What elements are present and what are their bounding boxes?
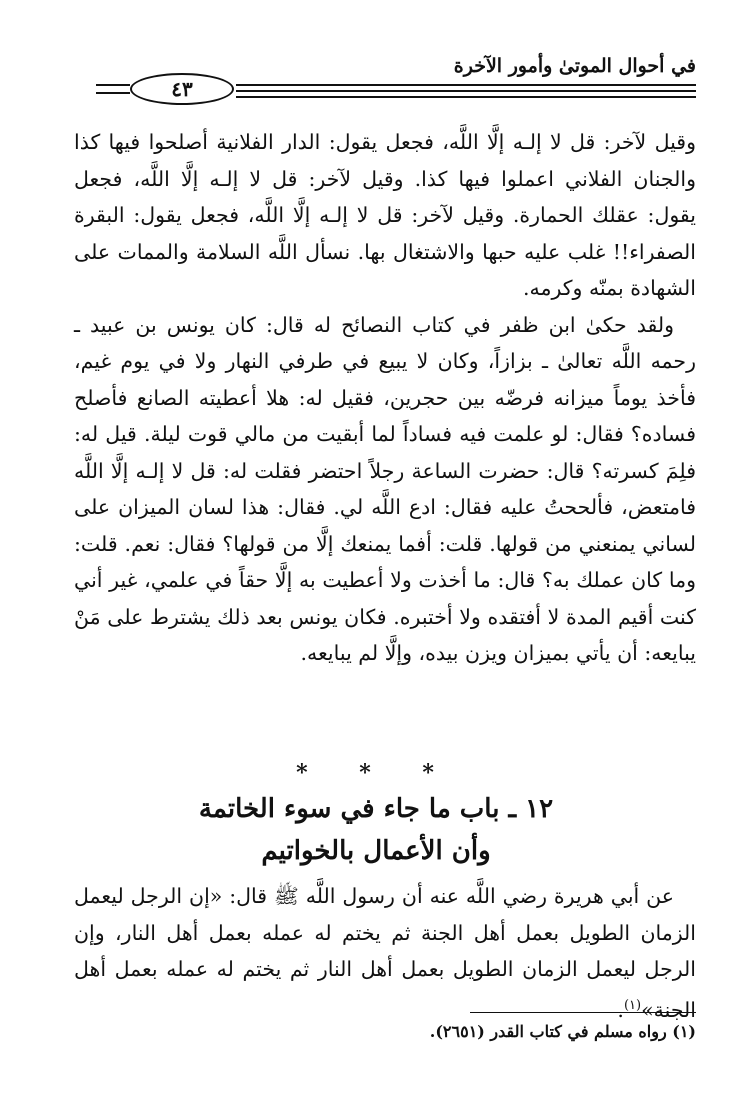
hadith-end: . (617, 997, 624, 1022)
hadith-paragraph (74, 878, 696, 1028)
section-separator: * * * (296, 760, 456, 786)
footnote-marker: (١) (623, 997, 642, 1013)
footnote: (١) رواه مسلم في كتاب القدر (٢٦٥١). (429, 1022, 696, 1041)
chapter-heading: ١٢ ـ باب ما جاء في سوء الخاتمة (198, 794, 554, 824)
paragraph: ولقد حكىٰ ابن ظفر في كتاب النصائح له قال: كان يونس بن عبيد ـ رحمه اللَّه تعالىٰ ـ بزازاً، وكان لا يبيع في طرفي النهار ولا في يوم غيم، فأخذ يوماً ميزانه فرضّه بين حجرين، فقيل له: هلا أعطيته الصانع فأصلح فساده؟ فقال: لو علمت فيه فساداً لما أبقيت من مالي قوت ليلة. قيل له: فلِمَ كسرته؟ قال: حضرت الساعة رجلاً احتضر فقلت له: قل لا إلـه إلَّا اللَّه فامتعض، فألححتُ عليه فقال: ادع اللَّه لي. فقال: هذا لسان الميزان على لساني يمنعني من قولها. قلت: أفما يمنعك إلَّا من قولها؟ فقال: نعم. قلت: وما كان عملك به؟ قال: ما أخذت ولا أعطيت به إلَّا حقاً في علمي، غير أني كنت أقيم المدة لا أفتقده ولا أختبره. فكان يونس بعد ذلك يشترط على مَنْ يبايعه: أن يأتي بميزان ويزن بيده، وإلَّا لم يبايعه. (74, 312, 696, 665)
page-number-text: ٤٣ (171, 77, 193, 101)
header-rule (236, 84, 696, 86)
header-rule (236, 90, 696, 92)
header-rule (236, 96, 696, 98)
main-text (74, 124, 696, 672)
page-number (130, 73, 234, 105)
chapter-subheading: وأن الأعمال بالخواتيم (261, 836, 491, 866)
running-title: في أحوال الموتىٰ وأمور الآخرة (453, 55, 696, 77)
header-rule-left (96, 84, 130, 86)
paragraph: وقيل لآخر: قل لا إلـه إلَّا اللَّه، فجعل يقول: الدار الفلانية أصلحوا فيها كذا والجنان الفلاني اعملوا فيها كذا. وقيل لآخر: قل لا إلـه إلَّا اللَّه، فجعل يقول: عقلك الحمارة. وقيل لآخر: قل لا إلـه إلَّا اللَّه، فجعل يقول: البقرة الصفراء!! غلب عليه حبها والاشتغال بها. نسأل اللَّه السلامة والممات على الشهادة بمنّه وكرمه. (74, 130, 696, 300)
footnote-rule (470, 1012, 696, 1013)
header-rule-left (96, 92, 130, 94)
hadith-text: عن أبي هريرة رضي اللَّه عنه أن رسول اللَّه ﷺ قال: «إن الرجل ليعمل الزمان الطويل بعمل أهل الجنة ثم يختم له عمله بعمل أهل النار، وإن الرجل ليعمل الزمان الطويل بعمل أهل النار ثم يختم له عمله بعمل أهل الجنة» (74, 884, 696, 1022)
